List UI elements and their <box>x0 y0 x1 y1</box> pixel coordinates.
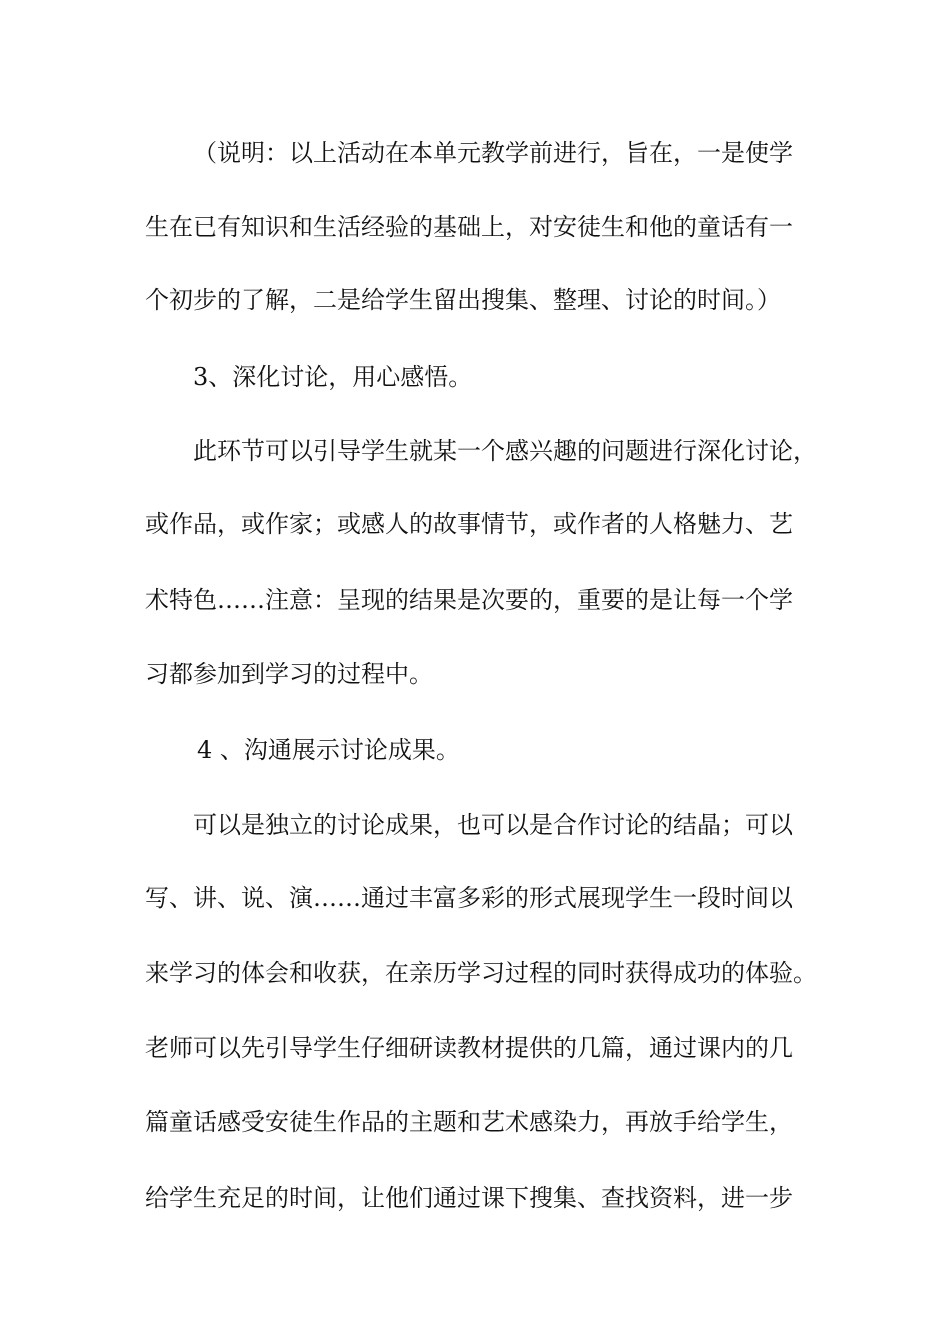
paragraph-results-line-5: 篇童话感受安徒生作品的主题和艺术感染力，再放手给学生， <box>145 1108 793 1136</box>
paragraph-discussion-line-4: 习都参加到学习的过程中。 <box>145 660 433 688</box>
section-heading-4: 4 、沟通展示讨论成果。 <box>197 736 460 764</box>
paragraph-results-line-1: 可以是独立的讨论成果，也可以是合作讨论的结晶；可以 <box>193 811 793 839</box>
section-heading-3: 3、深化讨论，用心感悟。 <box>193 363 473 391</box>
paragraph-discussion-line-2: 或作品，或作家；或感人的故事情节，或作者的人格魅力、艺 <box>145 510 793 538</box>
paragraph-discussion-line-3: 术特色……注意：呈现的结果是次要的，重要的是让每一个学 <box>145 586 793 614</box>
paragraph-note-line-1: （说明：以上活动在本单元教学前进行，旨在，一是使学 <box>193 139 793 167</box>
paragraph-results-line-6: 给学生充足的时间，让他们通过课下搜集、查找资料，进一步 <box>145 1184 793 1212</box>
paragraph-note-line-2: 生在已有知识和生活经验的基础上，对安徒生和他的童话有一 <box>145 213 793 241</box>
paragraph-results-line-3: 来学习的体会和收获，在亲历学习过程的同时获得成功的体验。 <box>145 959 817 987</box>
paragraph-results-line-4: 老师可以先引导学生仔细研读教材提供的几篇，通过课内的几 <box>145 1034 793 1062</box>
paragraph-discussion-line-1: 此环节可以引导学生就某一个感兴趣的问题进行深化讨论， <box>193 437 817 465</box>
paragraph-results-line-2: 写、讲、说、演……通过丰富多彩的形式展现学生一段时间以 <box>145 884 793 912</box>
paragraph-note-line-3: 个初步的了解，二是给学生留出搜集、整理、讨论的时间。） <box>145 286 781 314</box>
